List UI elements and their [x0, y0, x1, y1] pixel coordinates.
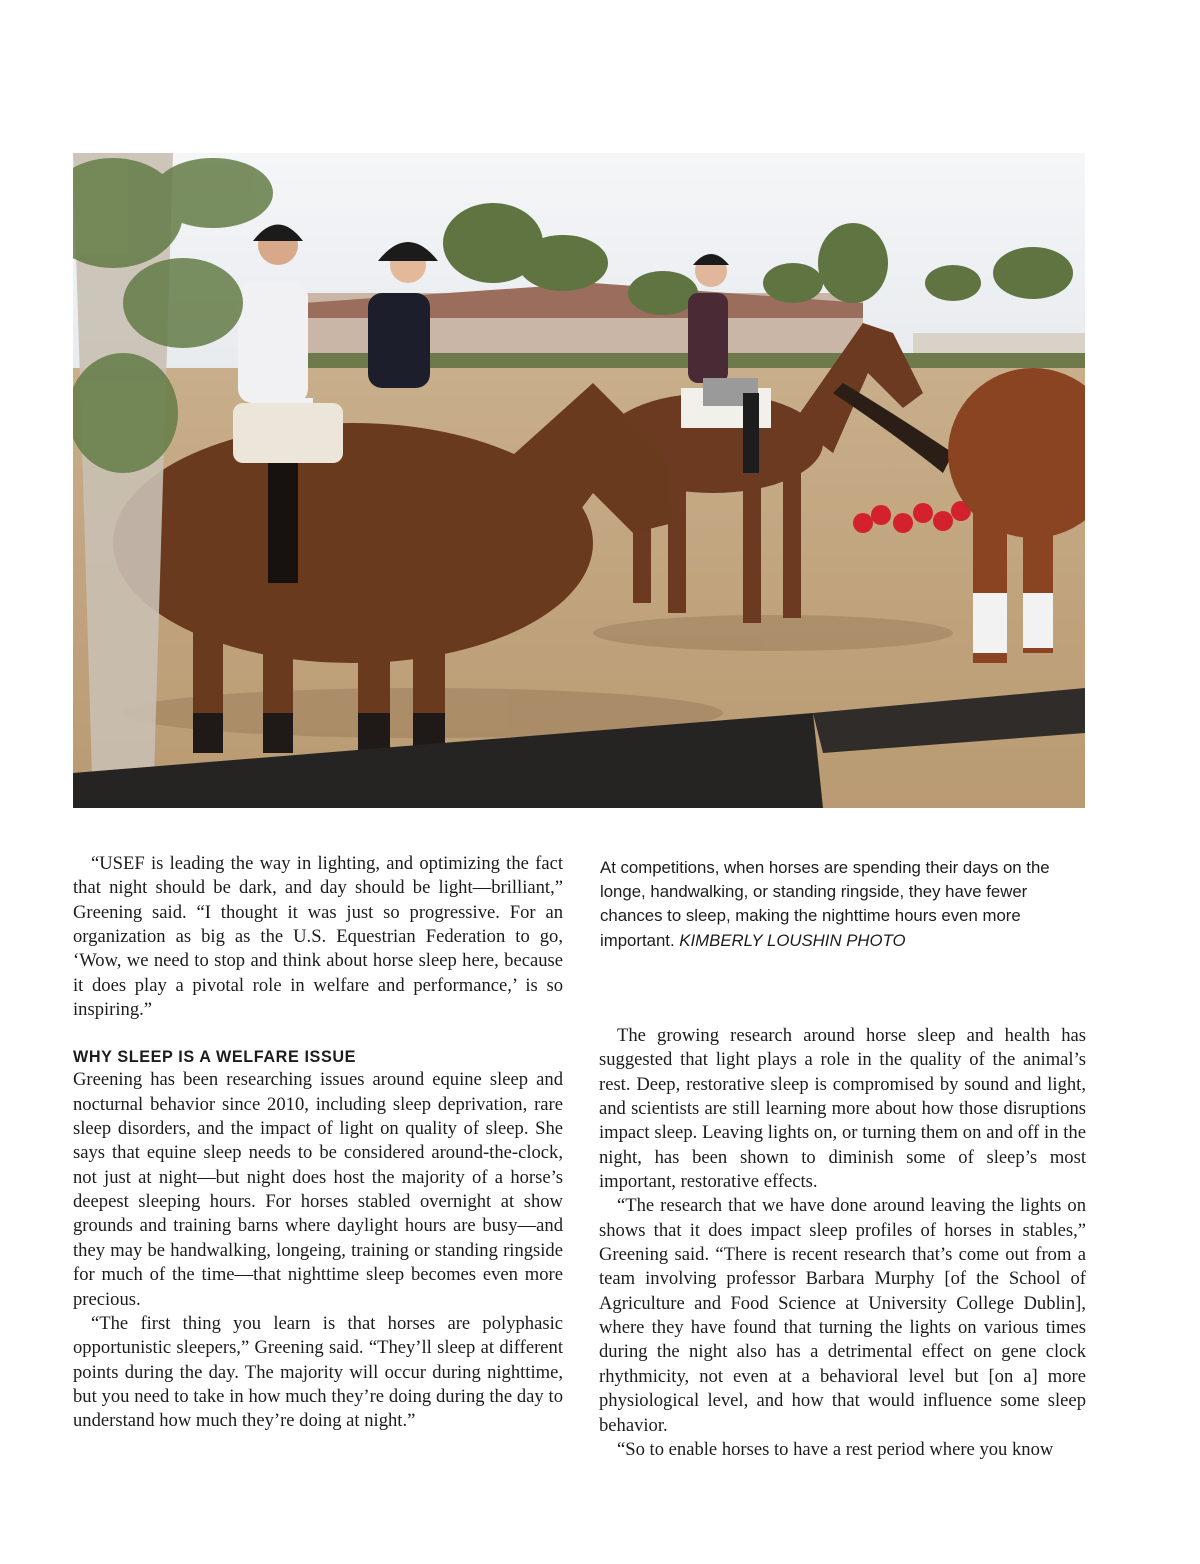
horses-and-riders-photo [73, 153, 1085, 808]
photo-caption [600, 856, 1086, 953]
paragraph: “The research that we have done around leaving the lights on shows that it does impact sleep profiles of horses in stables,” Greening said. “There is recent research that’s come out from a team involving professor Barbara Murphy [of the School of Agriculture and Food Science at University College Dublin], where they have found that turning the lights on various times during the night also has a detrimental effect on gene clock rhythmicity, not even at a behavioral level but [on a] more physiological level, and how that would influence some sleep behavior. [599, 1195, 1086, 1436]
caption-text: At competitions, when horses are spending their days on the longe, handwalking, or standing ringside, they have fewer chances to sleep, making the nighttime hours even more important. [600, 858, 1050, 950]
paragraph: “USEF is leading the way in lighting, and optimizing the fact that night should be dark, and day should be light—brilliant,” Greening said. “I thought it was just so progressive. For an organization as big as the U.S. Equestrian Federation to go, ‘Wow, we need to stop and think about horse sleep here, because it does play a pivotal role in welfare and performance,’ is so inspiring.” [73, 853, 563, 1021]
left-column [73, 852, 563, 1434]
photo-credit: KIMBERLY LOUSHIN PHOTO [679, 930, 906, 950]
paragraph: The growing research around horse sleep and health has suggested that light plays a role in the quality of the animal’s rest. Deep, restorative sleep is compromised by sound and light, and scientists are still learning more about how those disruptions impact sleep. Leaving lights on, or turning them on and off in the night, has been shown to diminish some of sleep’s most important, restorative effects. [599, 1025, 1086, 1193]
paragraph: “The first thing you learn is that horses are polyphasic opportunistic sleepers,” Greening said. “They’ll sleep at different points during the day. The majority will occur during nighttime, but you need to take in how much they’re doing during the day to understand how much they’re doing at night.” [73, 1312, 563, 1432]
paragraph: “So to enable horses to have a rest period where you know [617, 1438, 1054, 1460]
article-photo [73, 153, 1085, 808]
paragraph: Greening has been researching issues around equine sleep and nocturnal behavior since 2010, including sleep deprivation, rare sleep disorders, and the impact of light on quality of sleep. She says that equine sleep needs to be considered around-the-clock, not just at night—but night does host the majority of a horse’s deepest sleeping hours. For horses stabled overnight at show grounds and training barns where daylight hours are busy—and they may be handwalking, longeing, training or standing ringside for much of the time—that nighttime sleep becomes even more precious. [73, 1069, 563, 1310]
section-heading: WHY SLEEP IS A WELFARE ISSUE [73, 1048, 357, 1067]
right-column [599, 1024, 1086, 1462]
